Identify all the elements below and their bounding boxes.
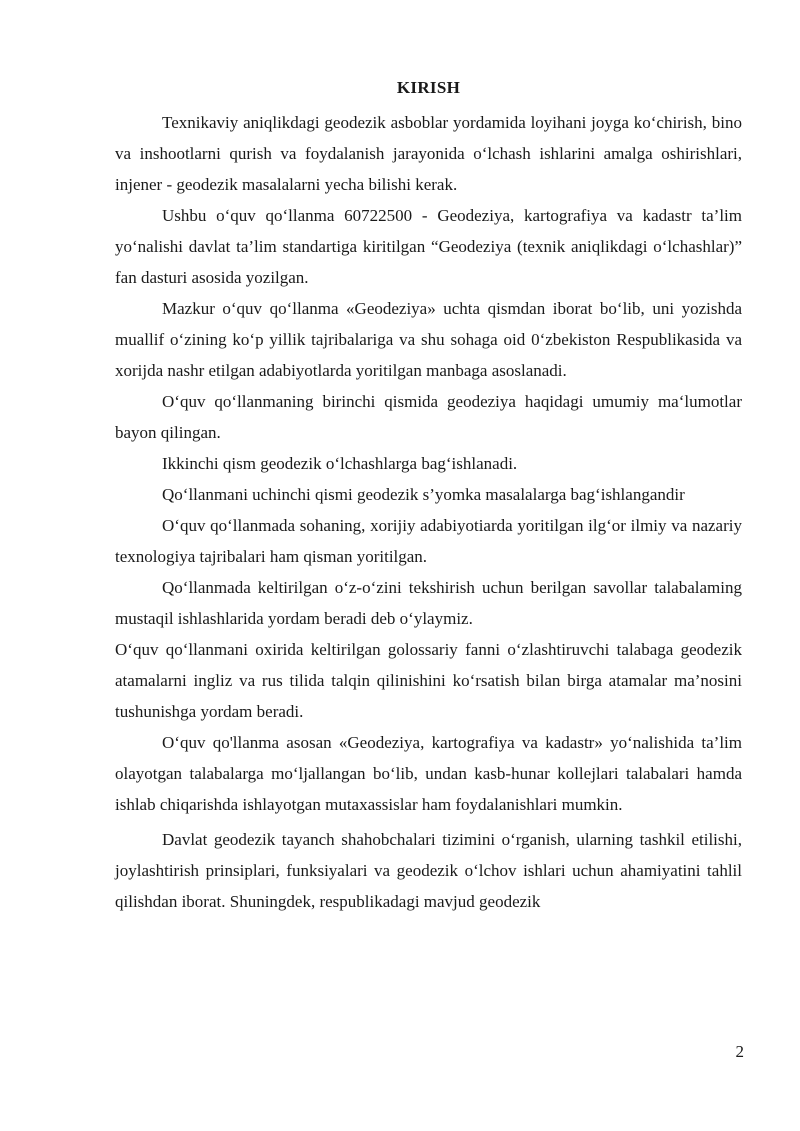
paragraph-5: Ikkinchi qism geodezik o‘lchashlarga bag‘ishlanadi. [162,454,518,473]
paragraph-4: O‘quv qo‘llanmaning birinchi qismida geodeziya haqidagi umumiy ma‘lumotlar bayon qilingan. [115,392,742,442]
paragraph-9: O‘quv qo‘llanmani oxirida keltirilgan golossariy fanni o‘zlashtiruvchi talabaga geodezik atamalarni ingliz va rus tilida talqin qilinishini ko‘rsatish bilan birga atamalar ma’nosini tushunishga yordam beradi. [115,640,742,721]
paragraph-7: O‘quv qo‘llanmada sohaning, xorijiy adabiyotiarda yoritilgan ilg‘or ilmiy va nazariy texnologiya tajribalari ham qisman yoritilgan. [115,516,742,566]
paragraph-6: Qo‘llanmani uchinchi qismi geodezik s’yomka masalalarga bag‘ishlangandir [162,485,685,504]
paragraph-8: Qo‘llanmada keltirilgan o‘z-o‘zini tekshirish uchun berilgan savollar talabalaming mustaqil ishlashlarida yordam beradi deb o‘ylaymiz. [115,578,742,628]
paragraph-11: Davlat geodezik tayanch shahobchalari tizimini o‘rganish, ularning tashkil etilishi, joylashtirish prinsiplari, funksiyalari va geodezik o‘lchov ishlari uchun ahamiyatini tahlil qilishdan iborat. Shuningdek, respublikadagi mavjud geodezik [115,830,742,911]
paragraph-10: O‘quv qo'llanma asosan «Geodeziya, kartografiya va kadastr» yo‘nalishida ta’lim olayotgan talabalarga mo‘ljallangan bo‘lib, undan kasb-hunar kollejlari talabalari hamda ishlab chiqarishda ishlayotgan mutaxassislar ham foydalanishlari mumkin. [115,733,742,814]
paragraph-2: Ushbu o‘quv qo‘llanma 60722500 - Geodeziya, kartografiya va kadastr ta’lim yo‘nalishi davlat ta’lim standartiga kiritilgan “Geodeziya (texnik aniqlikdagi o‘lchashlar)” fan dasturi asosida yozilgan. [115,206,742,287]
document-page [115,76,742,917]
section-heading: KIRISH [396,78,461,97]
paragraph-3: Mazkur o‘quv qo‘llanma «Geodeziya» uchta qismdan iborat bo‘lib, uni yozishda muallif o‘zining ko‘p yillik tajribalariga va shu sohaga oid 0‘zbekiston Respublikasida va xorijda nashr etilgan adabiyotlarda yoritilgan manbaga asoslanadi. [115,299,742,380]
paragraph-1: Texnikaviy aniqlikdagi geodezik asboblar yordamida loyihani joyga ko‘chirish, bino va inshootlarni qurish va foydalanish jarayonida o‘lchash ishlarini amalga oshirishlari, injener - geodezik masalalarni yecha bilishi kerak. [115,113,742,194]
page-number: 2 [735,1042,744,1061]
